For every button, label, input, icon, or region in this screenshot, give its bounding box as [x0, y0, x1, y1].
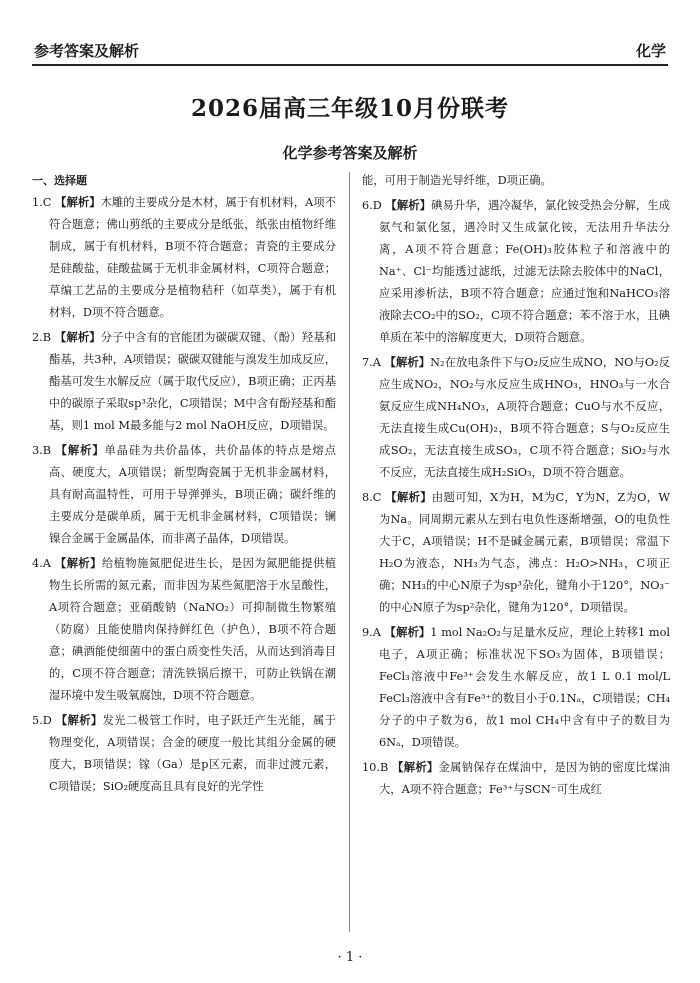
section-heading: 一、选择题	[32, 174, 87, 187]
answer-text: 金属钠保存在煤油中，是因为钠的密度比煤油大，A项不符合题意；Fe³⁺与SCN⁻可生成红	[379, 761, 670, 796]
answer-label: 2.B	[32, 331, 52, 344]
exam-title: 2026届高三年级10月份联考	[190, 95, 510, 122]
answer-label: 4.A	[32, 557, 51, 570]
answer-item	[32, 192, 336, 324]
answer-text: 1 mol Na₂O₂与足量水反应，理论上转移1 mol电子，A项正确；标准状况下SO₃为固体，B项错误；FeCl₃溶液中Fe³⁺会发生水解反应，故1 L 0.1 mol/L FeCl₃溶液中含有Fe³⁺的数目小于0.1Nₐ，C项错误；CH₄分子的中子数为6，故1 mol CH₄中含有中子的数目为6Nₐ，D项错误。	[379, 626, 670, 749]
answer-item	[362, 622, 670, 754]
answer-item	[362, 487, 670, 619]
answer-text: 木雕的主要成分是木材，属于有机材料，A项不符合题意；佛山剪纸的主要成分是纸张，纸张由植物纤维制成，属于有机材料，B项不符合题意；青瓷的主要成分是硅酸盐，硅酸盐属于无机非金属材料，C项符合题意；草编工艺品的主要成分是植物秸秆（如草类），属于有机材料，D项不符合题意。	[49, 196, 336, 319]
answer-item	[362, 757, 670, 801]
answer-label: 10.B	[362, 761, 389, 774]
answer-text: N₂在放电条件下与O₂反应生成NO，NO与O₂反应生成NO₂，NO₂与水反应生成HNO₃，HNO₃与一水合氨反应生成NH₄NO₃，A项符合题意；CuO与水不反应，无法直接生成Cu(OH)₂，B项不符合题意；S与O₂反应生成SO₂，无法直接生成SO₃，C项不符合题意；SiO₂与水不反应，无法直接生成H₂SiO₃，D项不符合题意。	[379, 356, 670, 479]
answer-item-continued	[362, 170, 670, 192]
answer-item	[32, 553, 336, 707]
header-subject: 化学	[635, 42, 666, 60]
answer-text: 能，可用于制造光导纤维，D项正确。	[362, 174, 552, 187]
answer-item	[362, 352, 670, 484]
answer-label: 5.D	[32, 714, 52, 727]
analysis-tag: 【解析】	[55, 714, 103, 727]
answer-text: 单晶硅为共价晶体，共价晶体的特点是熔点高、硬度大，A项错误；新型陶瓷属于无机非金属材料，具有耐高温特性，可用于导弹弹头，B项正确；碳纤维的主要成分是碳单质，属于无机非金属材料，C项错误；镧镍合金属于金属晶体，而非离子晶体，D项错误。	[49, 444, 336, 545]
analysis-tag: 【解析】	[385, 199, 432, 212]
document-subtitle: 化学参考答案及解析	[282, 144, 418, 162]
answer-item	[32, 327, 336, 437]
analysis-tag: 【解析】	[392, 761, 439, 774]
answer-text: 由题可知，X为H，M为C，Y为N，Z为O，W为Na。同周期元素从左到右电负性逐渐增强，O的电负性大于C，A项错误；H不是碱金属元素，B项错误；常温下H₂O为液态，NH₃为气态，沸点：H₂O>NH₃，C项正确；NH₃的中心N原子为sp³杂化，键角小于120°，NO₃⁻的中心N原子为sp²杂化，键角为120°，D项错误。	[379, 491, 671, 614]
page-header	[32, 38, 668, 64]
analysis-tag: 【解析】	[55, 196, 101, 209]
answer-item	[32, 710, 336, 798]
answer-label: 3.B	[32, 444, 52, 457]
answer-label: 7.A	[362, 356, 381, 369]
analysis-tag: 【解析】	[55, 444, 105, 457]
column-divider	[349, 172, 350, 932]
header-rule	[32, 64, 668, 66]
answer-text: 碘易升华，遇冷凝华，氯化铵受热会分解，生成氨气和氯化氢，遇冷时又生成氯化铵，无法用升华法分离，A项不符合题意；Fe(OH)₃胶体粒子和溶液中的Na⁺、Cl⁻均能透过滤纸，过滤无法除去胶体中的NaCl，应采用渗析法，B项不符合题意；应通过饱和NaHCO₃溶液除去CO₂中的SO₂，C项不符合题意；苯不溶于水，且碘单质在苯中的溶解度更大，D项符合题意。	[379, 199, 670, 344]
analysis-tag: 【解析】	[54, 557, 102, 570]
answer-label: 1.C	[32, 196, 52, 209]
answer-item	[362, 195, 670, 349]
left-column	[32, 170, 336, 801]
answer-text: 分子中含有的官能团为碳碳双键、（酚）羟基和酯基，共3种，A项错误；碳碳双键能与溴发生加成反应，酯基可发生水解反应（属于取代反应），B项正确；正丙基中的碳原子采取sp³杂化，C项错误；M中含有酚羟基和酯基，则1 mol M最多能与2 mol NaOH反应，D项错误。	[49, 331, 336, 432]
page-number: · 1 ·	[337, 950, 363, 965]
analysis-tag: 【解析】	[385, 491, 432, 504]
answer-text: 给植物施氮肥促进生长，是因为氮肥能提供植物生长所需的氮元素，而非因为某些氮肥溶于水呈酸性，A项符合题意；亚硝酸钠（NaNO₂）可抑制微生物繁殖（防腐）且能使腊肉保持鲜红色（护色），B项不符合题意；碘酒能使细菌中的蛋白质变性失活，从而达到消毒目的，C项不符合题意；清洗铁锅后擦干，可防止铁锅在潮湿环境中发生吸氧腐蚀，D项不符合题意。	[49, 557, 336, 702]
answer-text: 发光二极管工作时，电子跃迁产生光能，属于物理变化，A项错误；合金的硬度一般比其组分金属的硬度大，B项错误；镓（Ga）是p区元素，而非过渡元素，C项错误；SiO₂硬度高且具有良好的光学性	[49, 714, 336, 793]
analysis-tag: 【解析】	[54, 331, 101, 344]
analysis-tag: 【解析】	[384, 356, 431, 369]
answer-label: 8.C	[362, 491, 382, 504]
right-column	[362, 170, 670, 804]
answer-item	[32, 440, 336, 550]
answer-label: 9.A	[362, 626, 381, 639]
answer-label: 6.D	[362, 199, 382, 212]
analysis-tag: 【解析】	[384, 626, 431, 639]
header-left-text: 参考答案及解析	[34, 42, 140, 60]
